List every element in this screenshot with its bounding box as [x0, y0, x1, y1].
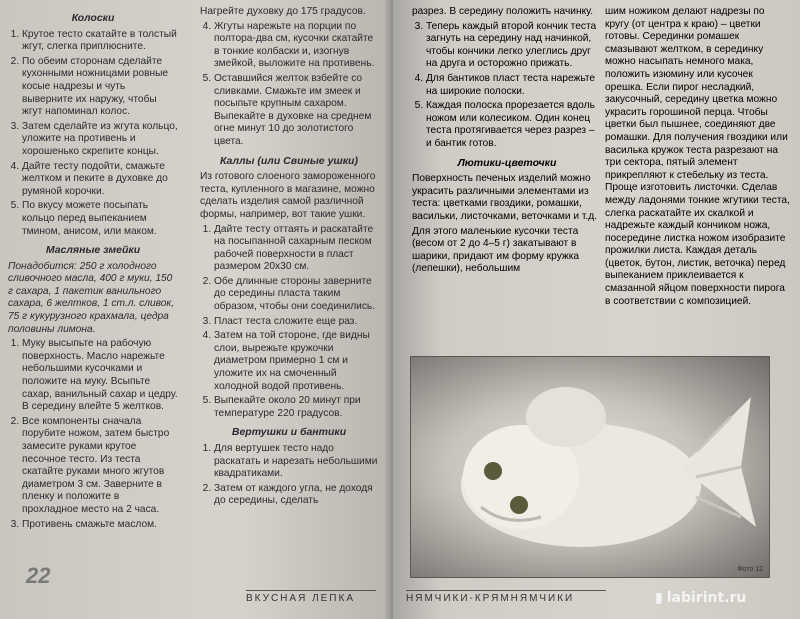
kally-step: 5. Выпекайте около 20 минут при температуре 220 градусов. — [214, 395, 378, 420]
zmeyki-ingredients: Понадобится: 250 г холодного сливочного масла, 400 г муки, 150 г сахара, 1 пакетик ванильного сахара, 6 желтков, 1 ст.л. сливок, 75 г кукурузного крахмала, цедра половины лимона. — [8, 260, 175, 335]
kally-step: 3. Пласт теста сложите еще раз. — [214, 316, 378, 329]
running-head-left: ВКУСНАЯ ЛЕПКА — [246, 590, 376, 604]
zmeyki-step: 2. Все компоненты сначала порубите ножом, затем быстро замесите руками крутое песочное тесто. Из теста скатайте руками много жгутов диаметром 3 см. Заверните в пленку и положите в прохладное место на 2 часа. — [22, 416, 178, 517]
kally-step: 2. Обе длинные стороны заверните до середины пласта таким образом, чтобы они соединились. — [214, 276, 378, 314]
kolos-step: 4. Дайте тесту подойти, смажьте желтком и пеките в духовке до румяной корочки. — [22, 161, 178, 199]
zmeyki-step: 4. Жгуты нарежьте на порции по полтора-два см, кусочки скатайте в тонкие колбаски и, изогнув змейкой, выложите на противень. — [214, 21, 378, 71]
kally-heading: Каллы (или Свиные ушки) — [220, 154, 358, 167]
vert-step: 2. Затем от каждого угла, не доходя до середины, сделать — [214, 483, 378, 508]
kally-step: 1. Дайте тесту оттаять и раскатайте на посыпанной сахарным песком рабочей поверхности в пласт размером 20x30 см. — [214, 224, 378, 274]
left-column-2 — [200, 6, 378, 510]
vert-step: 5. Каждая полоска прорезается вдоль ножом или колесиком. Один конец теста протягивается через разрез – и бантик готов. — [426, 100, 602, 150]
kolos-step: 5. По вкусу можете посыпать кольцо перед выпеканием тмином, анисом, или маком. — [22, 200, 178, 238]
zmeyki-continued: Нагрейте духовку до 175 градусов. — [200, 6, 366, 17]
kally-steps — [200, 224, 378, 421]
lyutiki-heading: Лютики-цветочки — [457, 156, 557, 169]
vert-steps — [200, 443, 378, 508]
lyutiki-paragraph-2: Для этого маленькие кусочки теста (весом от 2 до 4–5 г) закатывают в шарики, придают им форму кружка (лепешки), небольшим — [412, 225, 580, 275]
left-column-1 — [8, 6, 178, 533]
kolos-step: 1. Крутое тесто скатайте в толстый жгут, слегка приплюсните. — [22, 29, 178, 54]
vert-heading: Вертушки и бантики — [231, 426, 347, 439]
right-column-1 — [412, 6, 602, 278]
lyutiki-paragraph-3: шим ножиком делают надрезы по кругу (от центра к краю) – цветки готовы. Серединки ромашек смазывают желтком, в серединку можно насыпать немного мака, положить изюмину или кусочек орешка. Если пирог несладкий, закусочный, середину цветка можно украсить горошиной перца. Чтобы цветки был пышнее, соединяют две ромашки. Для получения гвоздики или василька кружок теста разрезают на три сектора, пятый элемент прикрепляют к стебельку из теста. Проще изготовить листочки. Сделав между ладонями тонкие жгутики теста, слегка раскатайте их скалкой и надрежьте каждый кончиком ножа, посередине листка ножом изобразите прожилки листа. Каждая деталь (цветок, бутон, листик, веточка) перед выпеканием приклеивается к смазанной яйцом поверхности пирога в соответствии с композицией. — [605, 6, 790, 307]
kolos-step: 2. По обеим сторонам сделайте кухонными ножницами ровные косые надрезы и чуть выверните их наружу, чтобы жгут напоминал колос. — [22, 56, 178, 119]
zmeyki-step: 3. Противень смажьте маслом. — [22, 519, 178, 532]
vert-step: 4. Для бантиков пласт теста нарежьте на широкие полоски. — [426, 73, 602, 98]
dough-fish-illustration — [411, 357, 769, 577]
vert-step: 3. Теперь каждый второй кончик теста загнуть на середину над начинкой, чтобы кончики легко улеглись друг на друга и осторожно прижать. — [426, 21, 602, 71]
vert-continued: разрез. В середину положить начинку. — [412, 6, 594, 17]
zmeyki-step: 1. Муку высыпьте на рабочую поверхность. Масло нарежьте небольшими кусочками и положите на муку. Всыпьте сахар, ванильный сахар и цедру. В середину влейте 5 желтков. — [22, 338, 178, 414]
zmeyki-heading: Масляные змейки — [45, 244, 141, 257]
running-head-right: НЯМЧИКИ-КРЯМНЯМЧИКИ — [406, 590, 606, 604]
kally-step: 4. Затем на той стороне, где видны слои, вырежьте кружочки диаметром примерно 1 см и уложите их на смоченный холодной водой противень. — [214, 330, 378, 393]
watermark-text: labirint.ru — [666, 590, 747, 606]
book-icon: ▮ — [655, 590, 663, 606]
vert-step: 1. Для вертушек тесто надо раскатать и нарезать небольшими квадратиками. — [214, 443, 378, 481]
left-page — [0, 0, 393, 619]
vert-steps-continued — [412, 21, 602, 151]
kally-intro: Из готового слоеного замороженного теста, купленного в магазине, можно сделать изделия самой различной формы, например, вот такие ушки. — [200, 171, 376, 220]
lyutiki-paragraph-1: Поверхность печеных изделий можно украсить различными элементами из теста: цветками гвоздики, ромашки, васильки, листочками, веточками и т.д. — [412, 173, 597, 222]
kolos-step: 3. Затем сделайте из жгута кольцо, уложите на противень и хорошенько скрепите концы. — [22, 121, 178, 159]
labirint-watermark — [655, 590, 746, 606]
photo-caption: Фото 12 — [737, 566, 763, 573]
zmeyki-steps-continued — [200, 21, 378, 149]
dough-fish-photo — [410, 356, 770, 578]
page-number: 22 — [26, 563, 51, 588]
kolos-steps — [8, 29, 178, 239]
zmeyki-steps — [8, 338, 178, 531]
zmeyki-step: 5. Оставшийся желток взбейте со сливками. Смажьте им змеек и посыпьте крупным сахаром. Выпекайте в духовке на среднем огне минут 10 до золотистого цвета. — [214, 73, 378, 149]
right-column-2 — [605, 6, 791, 310]
kolos-heading: Колоски — [71, 12, 115, 24]
